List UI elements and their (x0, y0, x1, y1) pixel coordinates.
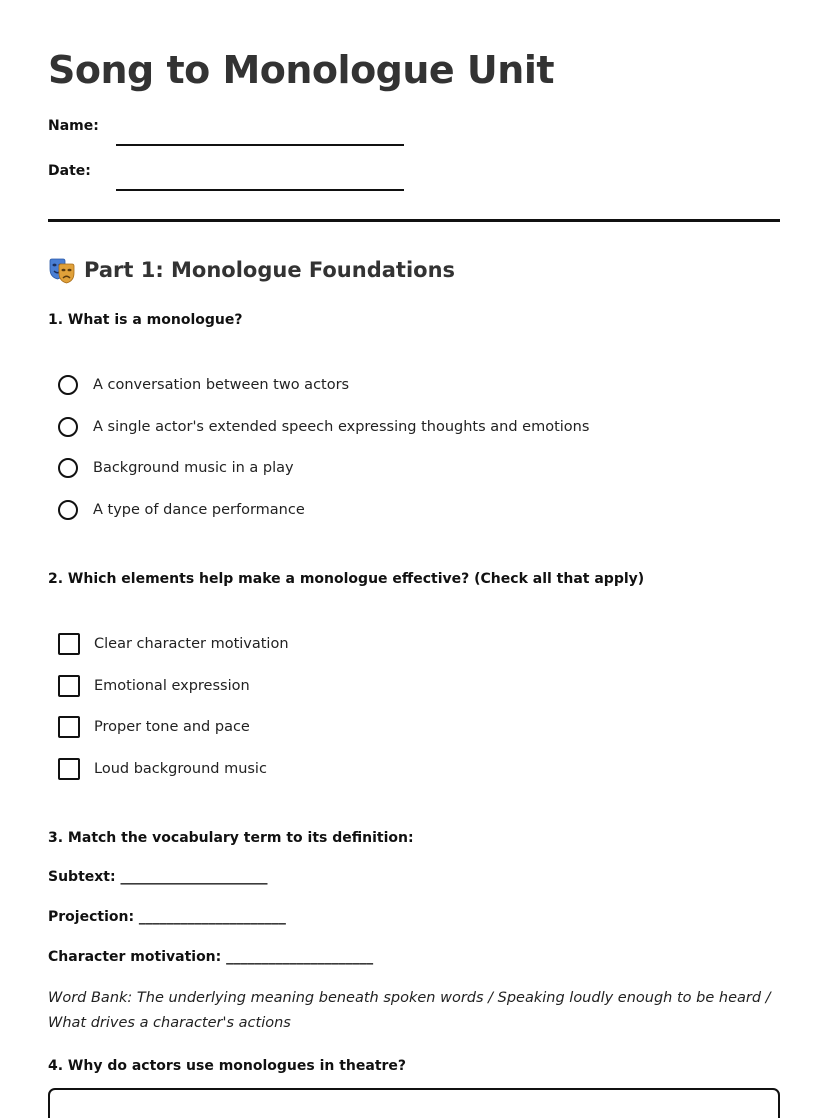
vocab-term-subtext[interactable]: Subtext: _____________________ (48, 869, 268, 885)
option-label: A single actor's extended speech expressing thoughts and emotions (93, 419, 590, 435)
vocab-term-character-motivation[interactable]: Character motivation: _____________________ (48, 949, 374, 965)
option-label: Loud background music (94, 761, 267, 777)
radio-button[interactable] (58, 375, 78, 395)
page-title: Song to Monologue Unit (48, 48, 555, 92)
question-2-prompt: 2. Which elements help make a monologue effective? (Check all that apply) (48, 571, 645, 587)
section-heading-part-1 (48, 256, 455, 284)
vocab-term-projection[interactable]: Projection: _____________________ (48, 909, 286, 925)
checkbox[interactable] (58, 675, 80, 697)
date-field-row (48, 163, 404, 179)
q2-option-1[interactable] (58, 633, 289, 655)
option-label: A conversation between two actors (93, 377, 350, 393)
option-label: Emotional expression (94, 678, 250, 694)
performing-arts-masks-icon (48, 256, 76, 284)
q2-option-4[interactable] (58, 758, 267, 780)
question-4-prompt: 4. Why do actors use monologues in theatre? (48, 1058, 407, 1074)
checkbox[interactable] (58, 633, 80, 655)
name-label: Name: (48, 118, 99, 134)
section-heading-label: Part 1: Monologue Foundations (84, 258, 456, 282)
header-divider (48, 219, 780, 222)
word-bank: Word Bank: The underlying meaning beneath spoken words / Speaking loudly enough to be heard / What drives a character's actions (48, 990, 771, 1031)
checkbox[interactable] (58, 716, 80, 738)
question-1-prompt: 1. What is a monologue? (48, 312, 243, 328)
radio-button[interactable] (58, 500, 78, 520)
radio-button[interactable] (58, 417, 78, 437)
answer-textarea[interactable] (48, 1088, 780, 1118)
question-3-prompt: 3. Match the vocabulary term to its definition: (48, 830, 414, 846)
radio-button[interactable] (58, 458, 78, 478)
option-label: Background music in a play (93, 460, 294, 476)
name-input-line[interactable] (116, 144, 404, 146)
checkbox[interactable] (58, 758, 80, 780)
q1-option-1[interactable] (58, 375, 349, 395)
q1-option-4[interactable] (58, 500, 305, 520)
option-label: A type of dance performance (93, 502, 305, 518)
date-label: Date: (48, 163, 91, 179)
q2-option-2[interactable] (58, 675, 250, 697)
date-input-line[interactable] (116, 189, 404, 191)
q1-option-3[interactable] (58, 458, 294, 478)
q1-option-2[interactable] (58, 417, 589, 437)
option-label: Clear character motivation (94, 636, 289, 652)
option-label: Proper tone and pace (94, 719, 250, 735)
name-field-row (48, 118, 404, 134)
q2-option-3[interactable] (58, 716, 250, 738)
